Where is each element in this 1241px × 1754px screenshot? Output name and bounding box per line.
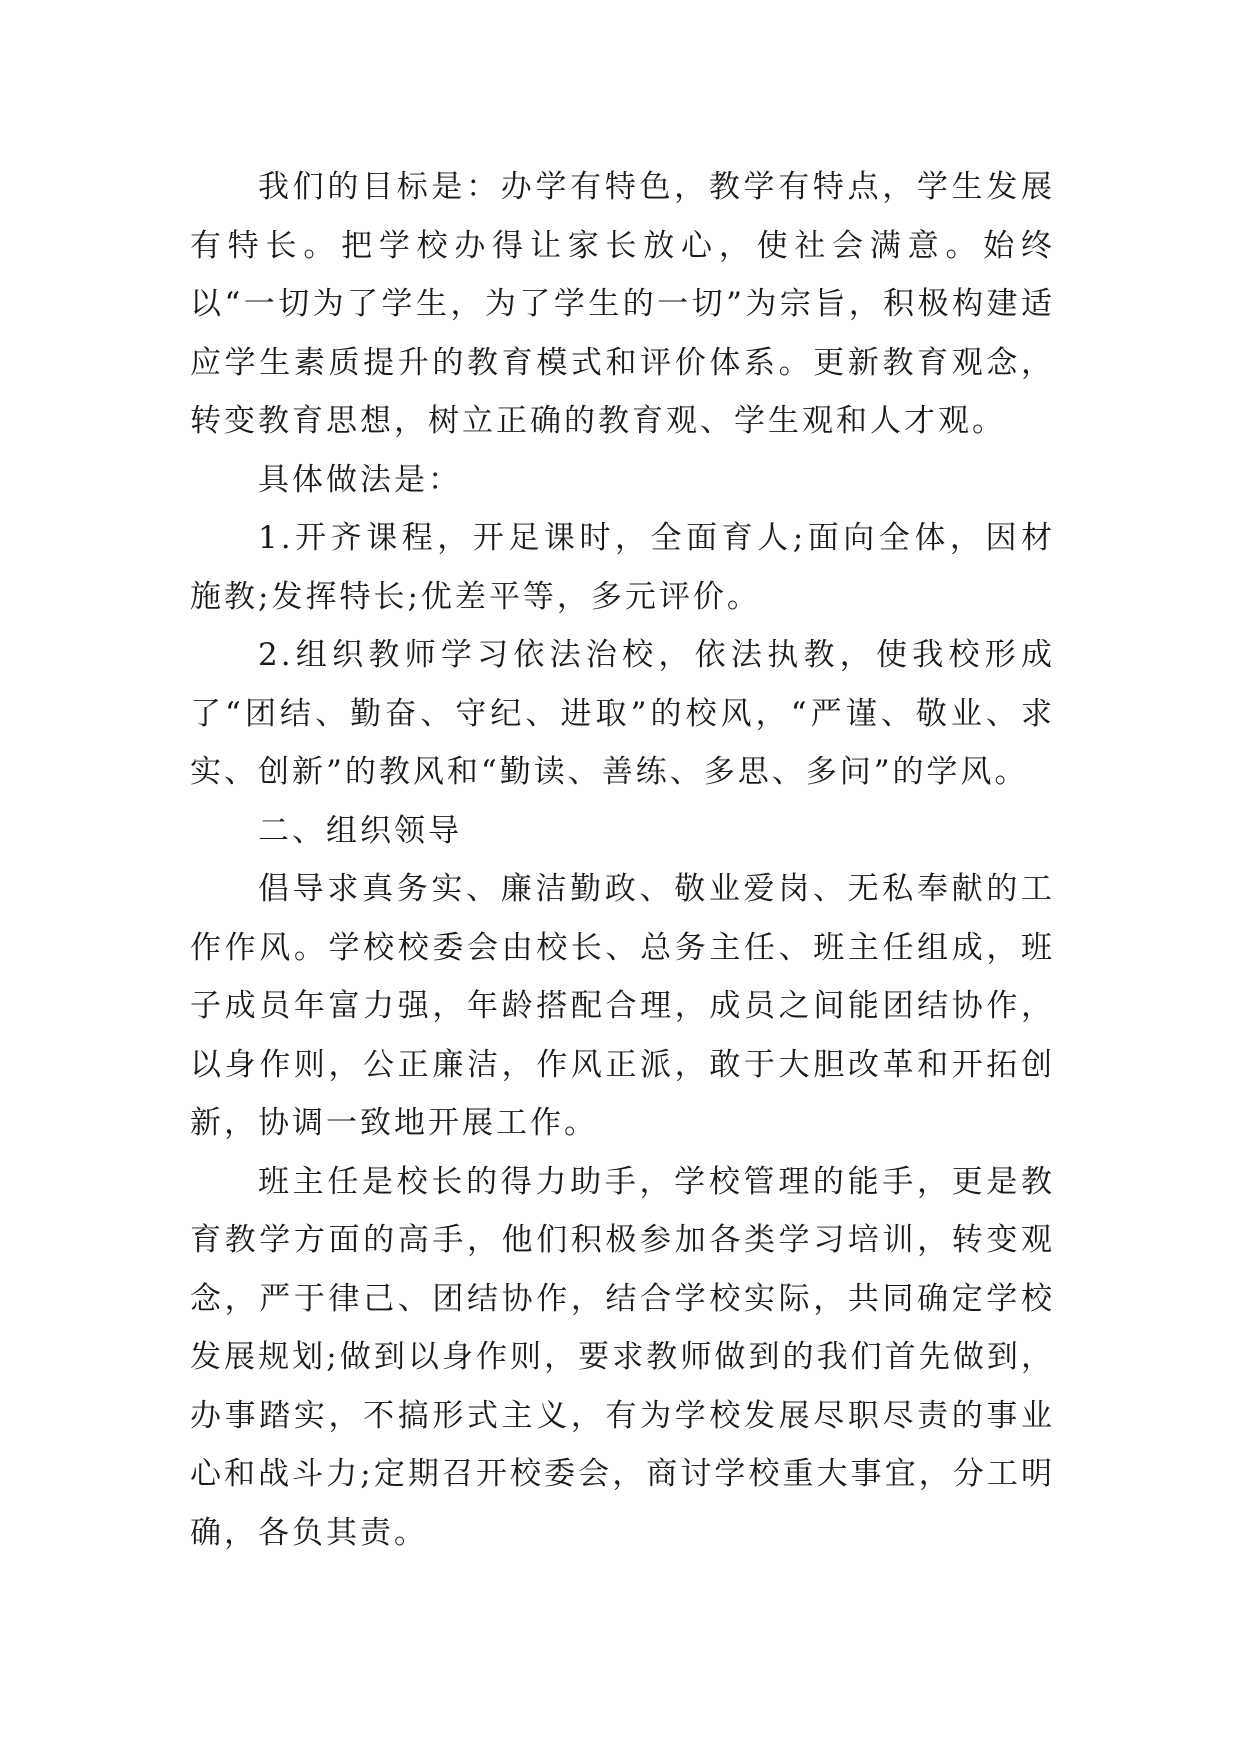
section-heading-leadership: 二、组织领导 (258, 812, 462, 849)
paragraph-methods-intro: 具体做法是： (258, 461, 462, 498)
paragraph-method-1: 1.开齐课程，开足课时，全面育人;面向全体，因材施教;发挥特长;优差平等，多元评价。 (190, 520, 1055, 615)
document-body (190, 158, 1055, 1562)
paragraph-leadership: 倡导求真务实、廉洁勤政、敬业爱岗、无私奉献的工作作风。学校校委会由校长、总务主任、班主任组成，班子成员年富力强，年龄搭配合理，成员之间能团结协作，以身作则，公正廉洁，作风正派，敢于大胆改革和开拓创新，协调一致地开展工作。 (190, 871, 1055, 1141)
paragraph-goals: 我们的目标是：办学有特色，教学有特点，学生发展有特长。把学校办得让家长放心，使社会满意。始终以“一切为了学生，为了学生的一切”为宗旨，积极构建适应学生素质提升的教育模式和评价体系。更新教育观念，转变教育思想，树立正确的教育观、学生观和人才观。 (190, 169, 1055, 439)
paragraph-method-2: 2.组织教师学习依法治校，依法执教，使我校形成了“团结、勤奋、守纪、进取”的校风，“严谨、敬业、求实、创新”的教风和“勤读、善练、多思、多问”的学风。 (190, 637, 1055, 790)
paragraph-class-teachers: 班主任是校长的得力助手，学校管理的能手，更是教育教学方面的高手，他们积极参加各类学习培训，转变观念，严于律己、团结协作，结合学校实际，共同确定学校发展规划;做到以身作则，要求教师做到的我们首先做到，办事踏实，不搞形式主义，有为学校发展尽职尽责的事业心和战斗力;定期召开校委会，商讨学校重大事宜，分工明确，各负其责。 (190, 1163, 1055, 1551)
